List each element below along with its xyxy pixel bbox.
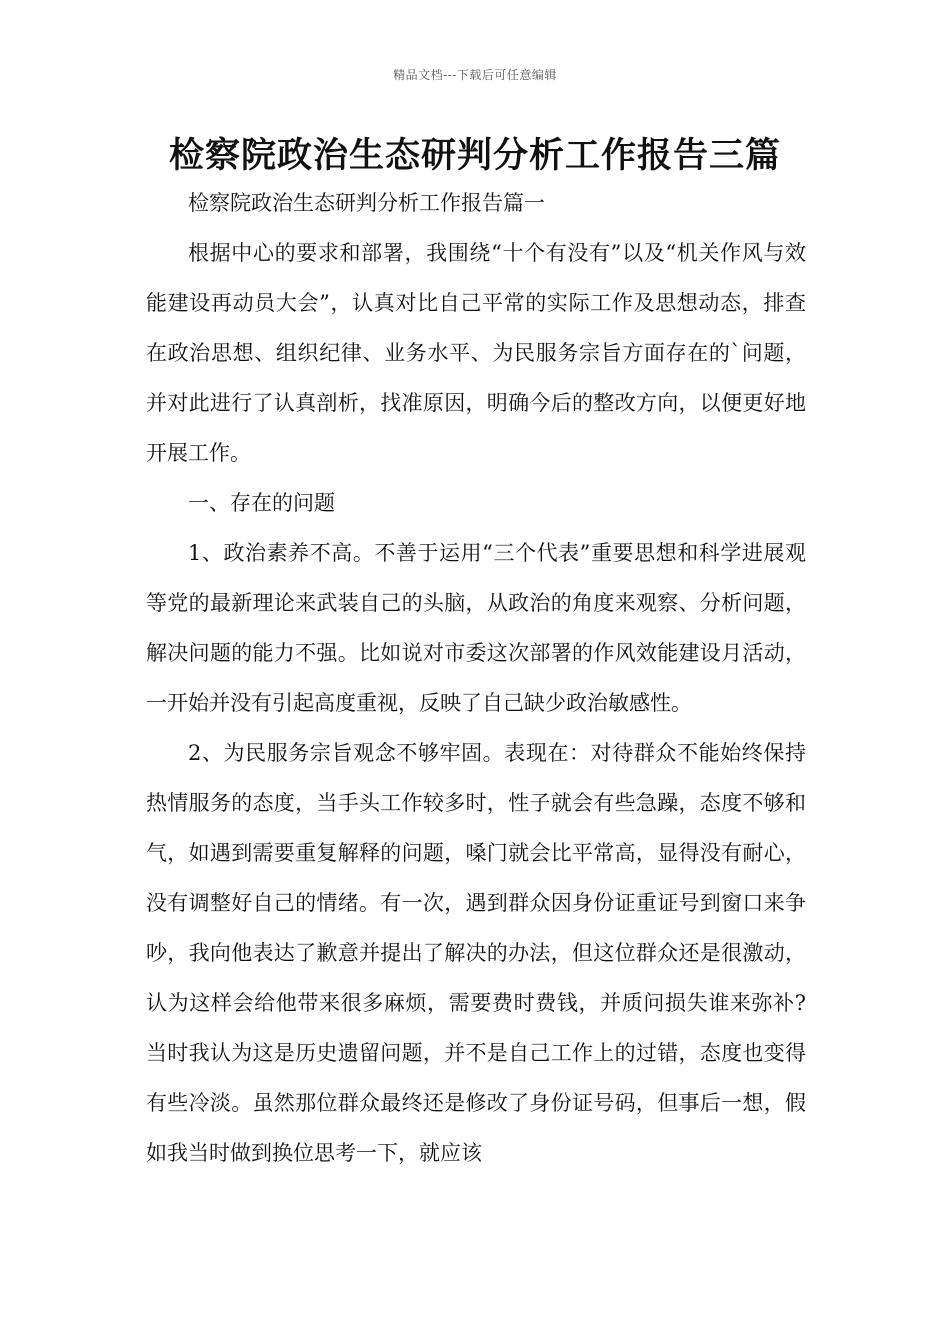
section-subtitle: 检察院政治生态研判分析工作报告篇一: [188, 191, 545, 215]
section-heading: 一、存在的问题: [188, 491, 335, 515]
document-body: [146, 178, 806, 1178]
body-paragraph: 1、政治素养不高。不善于运用“三个代表”重要思想和科学进展观等党的最新理论来武装自己的头脑，从政治的角度来观察、分析问题，解决问题的能力不强。比如说对市委这次部署的作风效能建设月活动，一开始并没有引起高度重视，反映了自己缺少政治敏感性。: [146, 541, 806, 715]
document-title: 检察院政治生态研判分析工作报告三篇: [168, 136, 781, 176]
body-paragraph: 2、为民服务宗旨观念不够牢固。表现在：对待群众不能始终保持热情服务的态度，当手头工作较多时，性子就会有些急躁，态度不够和气，如遇到需要重复解释的问题，嗓门就会比平常高，显得没有耐心，没有调整好自己的情绪。有一次，遇到群众因身份证重证号到窗口来争吵，我向他表达了歉意并提出了解决的办法，但这位群众还是很激动，认为这样会给他带来很多麻烦，需要费时费钱，并质问损失谁来弥补?当时我认为这是历史遗留问题，并不是自己工作上的过错，态度也变得有些冷淡。虽然那位群众最终还是修改了身份证号码，但事后一想，假如我当时做到换位思考一下，就应该: [146, 741, 806, 1165]
page-header-watermark: 精品文档---下载后可任意编辑: [393, 68, 557, 82]
body-paragraph: 根据中心的要求和部署，我围绕“十个有没有”以及“机关作风与效能建设再动员大会”，认真对比自己平常的实际工作及思想动态，排查在政治思想、组织纪律、业务水平、为民服务宗旨方面存在的`问题，并对此进行了认真剖析，找准原因，明确今后的整改方向，以便更好地开展工作。: [146, 241, 806, 465]
